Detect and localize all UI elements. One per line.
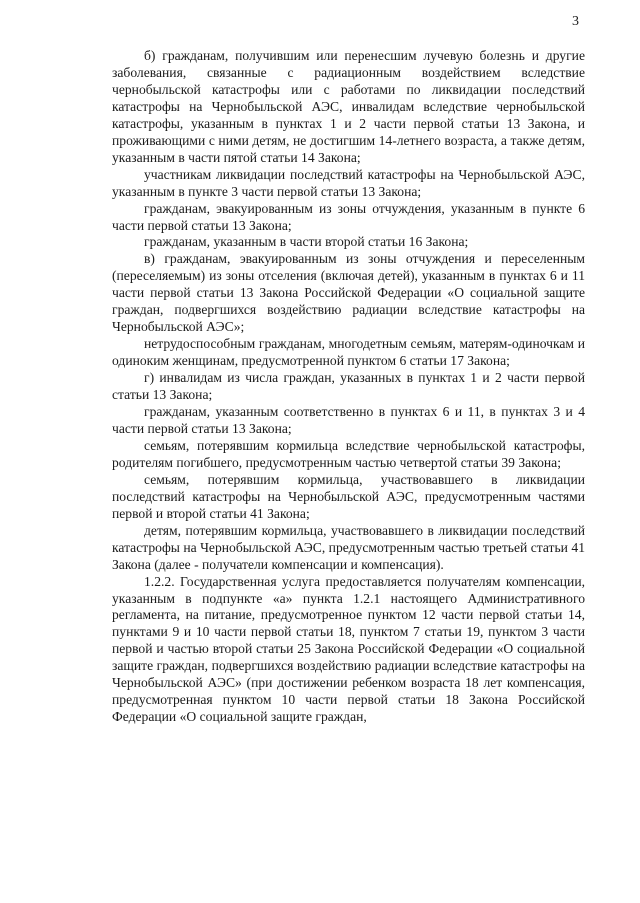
paragraph-g-invalids: г) инвалидам из числа граждан, указанных в пунктах 1 и 2 части первой статьи 13 Закона; <box>112 370 585 403</box>
page-number: 3 <box>572 14 579 29</box>
document-body <box>112 48 585 726</box>
paragraph-v-resettled-citizens: в) гражданам, эвакуированным из зоны отчуждения и переселенным (переселяемым) из зоны отселения (включая детей), указанным в пунктах 6 и 11 части первой статьи 13 Закона Российской Федерации «О социальной защите граждан, подвергшихся воздействию радиации вследствие катастрофы на Чернобыльской АЭС»; <box>112 251 585 335</box>
paragraph-families-lost-breadwinner: семьям, потерявшим кормильца вследствие чернобыльской катастрофы, родителям погибшего, предусмотренным частью четвертой статьи 39 Закона; <box>112 437 585 470</box>
paragraph-children-liquidators: детям, потерявшим кормильца, участвовавшего в ликвидации последствий катастрофы на Чернобыльской АЭС, предусмотренным частью третьей статьи 41 Закона (далее - получатели компенсации и компенсация). <box>112 522 585 572</box>
paragraph-evacuated-citizens: гражданам, эвакуированным из зоны отчуждения, указанным в пункте 6 части первой статьи 13 Закона; <box>112 200 585 233</box>
paragraph-1-2-2-food-compensation: 1.2.2. Государственная услуга предоставляется получателям компенсации, указанным в подпункте «а» пункта 1.2.1 настоящего Административного регламента, на питание, предусмотренное пунктом 12 части первой статьи 14, пунктами 9 и 10 части первой статьи 18, пунктом 7 статьи 19, пунктом 3 части первой и частью второй статьи 25 Закона Российской Федерации «О социальной защите граждан, подвергшихся воздействию радиации вследствие катастрофы на Чернобыльской АЭС» (при достижении ребенком возраста 18 лет компенсация, предусмотренная пунктом 10 части первой статьи 18 Закона Российской Федерации «О социальной защите граждан, <box>112 573 585 725</box>
paragraph-points-6-11: гражданам, указанным соответственно в пунктах 6 и 11, в пунктах 3 и 4 части первой статьи 13 Закона; <box>112 404 585 436</box>
paragraph-liquidation-participants: участникам ликвидации последствий катастрофы на Чернобыльской АЭС, указанным в пункте 3 части первой статьи 13 Закона; <box>112 166 585 199</box>
paragraph-disabled-large-families: нетрудоспособным гражданам, многодетным семьям, матерям-одиночкам и одиноким женщинам, предусмотренной пунктом 6 статьи 17 Закона; <box>112 336 585 369</box>
paragraph-article-16-citizens: гражданам, указанным в части второй статьи 16 Закона; <box>144 234 469 250</box>
paragraph-b-radiation-illness: б) гражданам, получившим или перенесшим лучевую болезнь и другие заболевания, связанные с радиационным воздействием вследствие чернобыльской катастрофы или с работами по ликвидации последствий катастрофы на Чернобыльской АЭС, инвалидам вследствие чернобыльской катастрофы, указанным в пунктах 1 и 2 части первой статьи 13 Закона, и проживающими с ними детям, не достигшим 14-летнего возраста, а также детям, указанным в части пятой статьи 14 Закона; <box>112 48 585 165</box>
paragraph-families-liquidators: семьям, потерявшим кормильца, участвовавшего в ликвидации последствий катастрофы на Чернобыльской АЭС, предусмотренным частями первой и второй статьи 41 Закона; <box>112 471 585 521</box>
